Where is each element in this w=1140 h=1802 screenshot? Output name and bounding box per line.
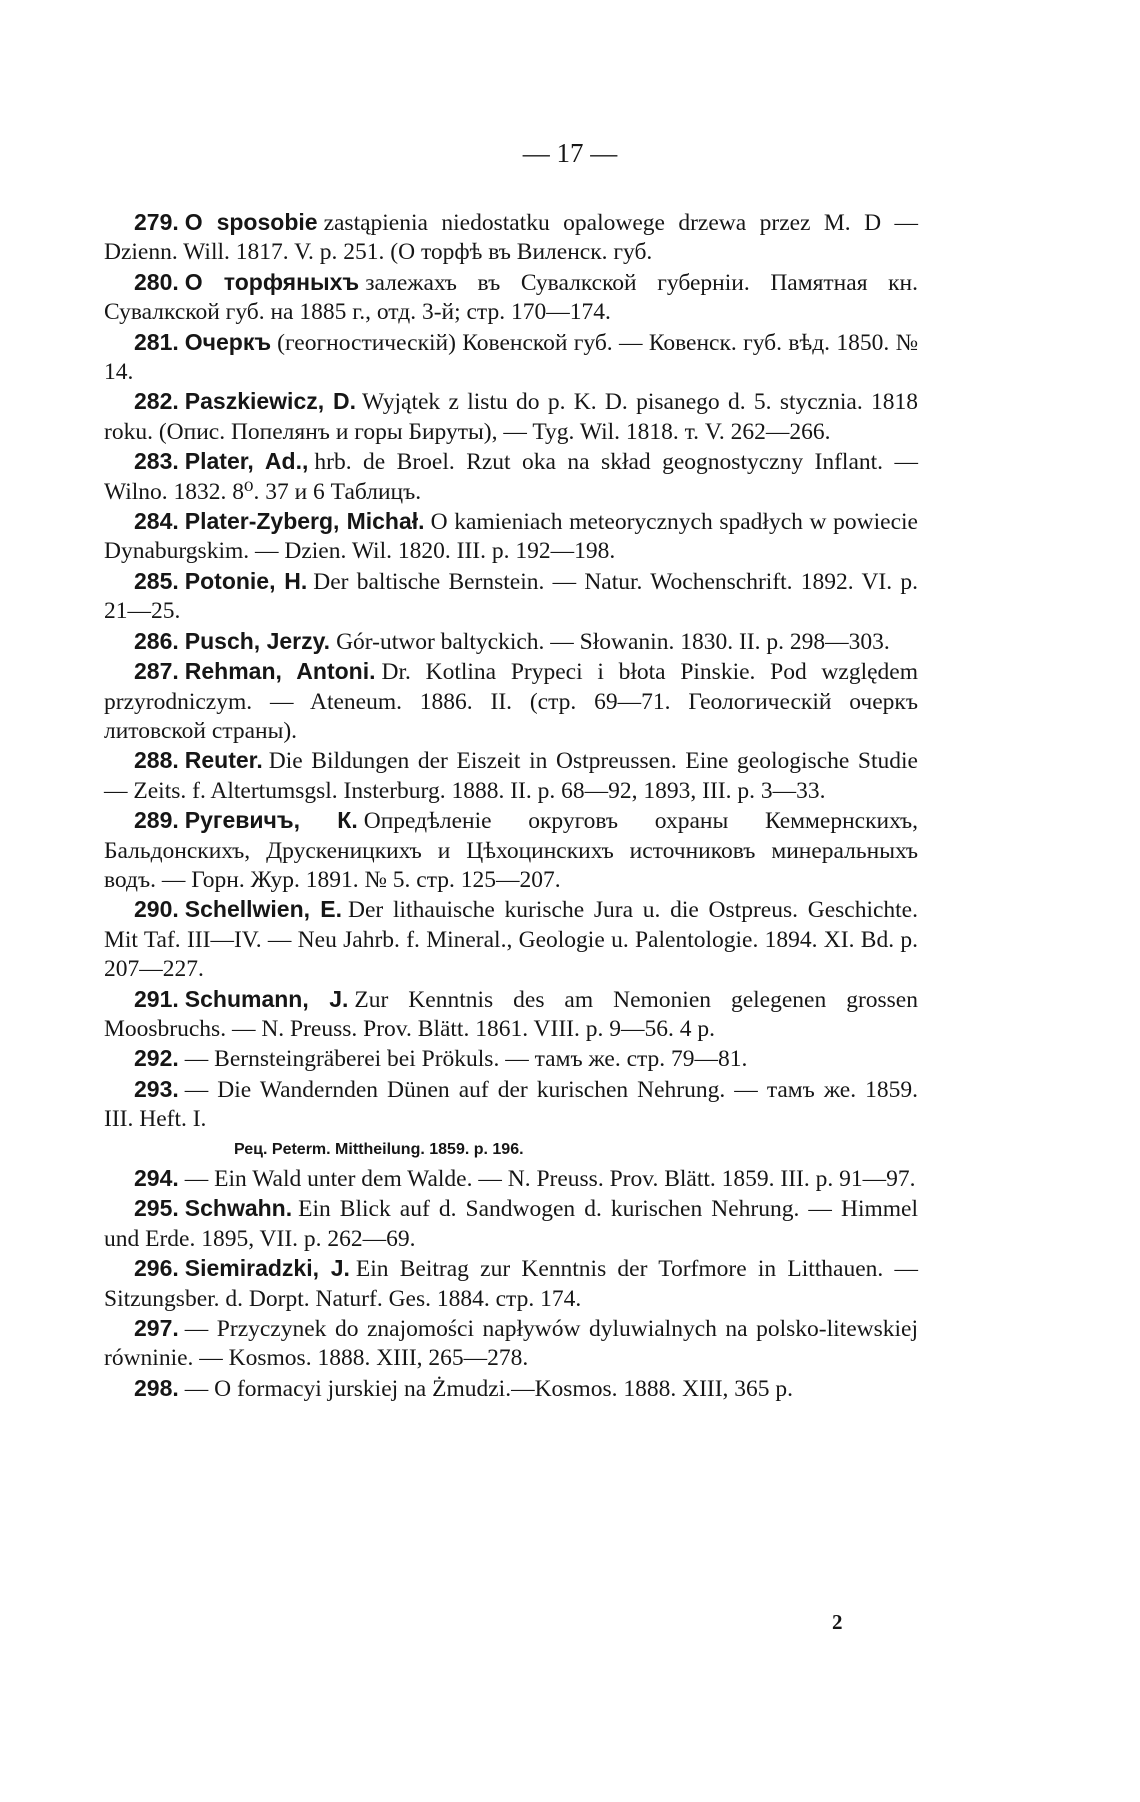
entry-author: Schellwien, E.	[184, 896, 343, 923]
bibliography-entry	[104, 208, 918, 268]
bibliography-entry	[104, 806, 918, 895]
entry-number: 279.	[134, 209, 179, 235]
entry-author: Plater, Ad.,	[184, 448, 309, 475]
entry-author: O sposobie	[184, 209, 318, 235]
entry-text: Ein Blick auf d. Sandwogen d. kurischen Nehrung. — Himmel und Erde. 1895, VII. p. 262—69.	[104, 1196, 918, 1252]
bibliography-list	[104, 208, 918, 1404]
entry-text: Dr. Kotlina Prypeci i błota Pinskie. Pod względem przyrodniczym. — Ateneum. 1886. II. (стр. 69—71. Геологическій очеркъ литовской страны).	[104, 659, 918, 744]
entry-text: — O formacyi jurskiej na Żmudzi.—Kosmos. 1888. XIII, 365 p.	[184, 1375, 794, 1402]
bibliography-entry	[104, 507, 918, 567]
entry-number: 285.	[134, 567, 179, 594]
entry-number: 294.	[134, 1165, 179, 1191]
bibliography-entry	[104, 1075, 918, 1135]
entry-text: залежахъ въ Сувалкской губерніи. Памятная кн. Сувалкской губ. на 1885 г., отд. 3-й; стр. 170—174.	[104, 269, 918, 326]
entry-author: Reuter.	[184, 747, 263, 774]
entry-author: О торфяныхъ	[184, 268, 360, 295]
entry-author: Plater-Zyberg, Michał.	[184, 508, 425, 535]
bibliography-entry	[104, 1044, 918, 1074]
entry-number: 288.	[134, 747, 179, 774]
entry-text: Zur Kenntnis des am Nemonien gelegenen grossen Moosbruchs. — N. Preuss. Prov. Blätt. 1861. VIII. p. 9—56. 4 p.	[104, 986, 918, 1042]
entry-text: Gór-utwor baltyckich. — Słowanin. 1830. II. p. 298—303.	[336, 628, 890, 655]
entry-author: Potonie, H.	[184, 567, 308, 594]
bibliography-entry	[104, 895, 918, 984]
entry-text: Ein Beitrag zur Kenntnis der Torfmore in Litthauen. — Sitzungsber. d. Dorpt. Naturf. Ges. 1884. стр. 174.	[104, 1256, 918, 1312]
entry-text: zastąpienia niedostatku opalowege drzewa przez M. D — Dzienn. Will. 1817. V. p. 251. (О торфѣ въ Виленск. губ.	[104, 210, 918, 266]
entry-text: — Die Wandernden Dünen auf der kurischen Nehrung. — тамъ же. 1859. III. Heft. I.	[104, 1076, 918, 1133]
entry-number: 298.	[134, 1374, 179, 1401]
entry-number: 287.	[134, 658, 179, 685]
entry-text: hrb. de Broel. Rzut oka na skład geognostyczny Inflant. — Wilno. 1832. 8⁰. 37 и 6 Таблицъ.	[104, 449, 918, 505]
bibliography-entry	[104, 1164, 918, 1194]
entry-number: 283.	[134, 448, 179, 475]
entry-author: Pusch, Jerzy.	[184, 627, 331, 654]
bibliography-entry	[104, 268, 918, 328]
entry-text: Die Bildungen der Eiszeit in Ostpreussen. Eine geologische Studie — Zeits. f. Altertumsgsl. Insterburg. 1888. II. p. 68—92, 1893, III. p. 3—33.	[104, 748, 918, 804]
bibliography-entry	[104, 1314, 918, 1374]
entry-number: 295.	[134, 1195, 179, 1222]
bibliography-entry	[104, 627, 918, 657]
entry-text: Der lithauische kurische Jura u. die Ostpreus. Geschichte. Mit Taf. III—IV. — Neu Jahrb. f. Mineral., Geologie u. Palentologie. 1894. XI. Bd. p. 207—227.	[104, 897, 918, 983]
entry-text: O kamieniach meteorycznych spadłych w powiecie Dynaburgskim. — Dzien. Wil. 1820. III. p. 192—198.	[104, 509, 918, 565]
entry-author: Paszkiewicz, D.	[184, 388, 356, 415]
entry-number: 284.	[134, 508, 179, 535]
entry-number: 297.	[134, 1315, 179, 1342]
bibliography-entry	[104, 1194, 918, 1254]
entry-number: 290.	[134, 896, 179, 923]
bibliography-entry	[104, 746, 918, 806]
bibliography-entry	[104, 567, 918, 627]
bibliography-entry	[104, 447, 918, 507]
signature-mark: 2	[832, 1610, 843, 1634]
entry-number: 292.	[134, 1045, 179, 1072]
bibliography-entry	[104, 387, 918, 447]
entry-number: 280.	[134, 268, 179, 295]
entry-author: Очеркъ	[184, 328, 272, 355]
entry-number: 291.	[134, 985, 179, 1012]
entry-number: 293.	[134, 1075, 179, 1102]
entry-author: Ругевичъ, К.	[184, 807, 358, 834]
entry-text: — Przyczynek do znajomości napływów dyluwialnych na polsko-litewskiej równinie. — Kosmos. 1888. XIII, 265—278.	[104, 1316, 918, 1372]
bibliography-entry	[104, 328, 918, 388]
entry-text: (геогностическій) Ковенской губ. — Ковенск. губ. вѣд. 1850. № 14.	[104, 329, 918, 386]
entry-author: Schwahn.	[184, 1195, 293, 1222]
entry-author: Schumann, J.	[184, 985, 349, 1012]
entry-number: 281.	[134, 328, 179, 355]
entry-text: Der baltische Bernstein. — Natur. Wochenschrift. 1892. VI. p. 21—25.	[104, 568, 918, 625]
entry-text: Wyjątek z listu do p. K. D. pisanego d. 5. stycznia. 1818 roku. (Опис. Попелянъ и горы Бируты), — Tyg. Wil. 1818. т. V. 262—266.	[104, 389, 919, 445]
page-number: — 17 —	[522, 138, 618, 168]
bibliography-entry	[104, 657, 918, 746]
entry-text: — Ein Wald unter dem Walde. — N. Preuss. Prov. Blätt. 1859. III. p. 91—97.	[184, 1166, 916, 1192]
entry-author: Rehman, Antoni.	[184, 658, 376, 685]
entry-number: 289.	[134, 807, 179, 834]
entry-number: 286.	[134, 627, 179, 654]
entry-number: 282.	[134, 388, 179, 415]
bibliography-entry	[104, 1374, 918, 1404]
entry-text: — Bernsteingräberei bei Prökuls. — тамъ же. стр. 79—81.	[184, 1046, 748, 1073]
review-note: Рец. Peterm. Mittheilung. 1859. p. 196.	[234, 1140, 524, 1158]
entry-number: 296.	[134, 1255, 179, 1282]
entry-text: Опредѣленіе округовъ охраны Кеммернскихъ, Бальдонскихъ, Друскеницкихъ и Цѣхоцинскихъ источниковъ минеральныхъ водъ. — Горн. Жур. 1891. № 5. стр. 125—207.	[104, 808, 918, 893]
bibliography-entry	[104, 1254, 918, 1314]
entry-author: Siemiradzki, J.	[184, 1255, 350, 1282]
bibliography-entry	[104, 985, 918, 1045]
